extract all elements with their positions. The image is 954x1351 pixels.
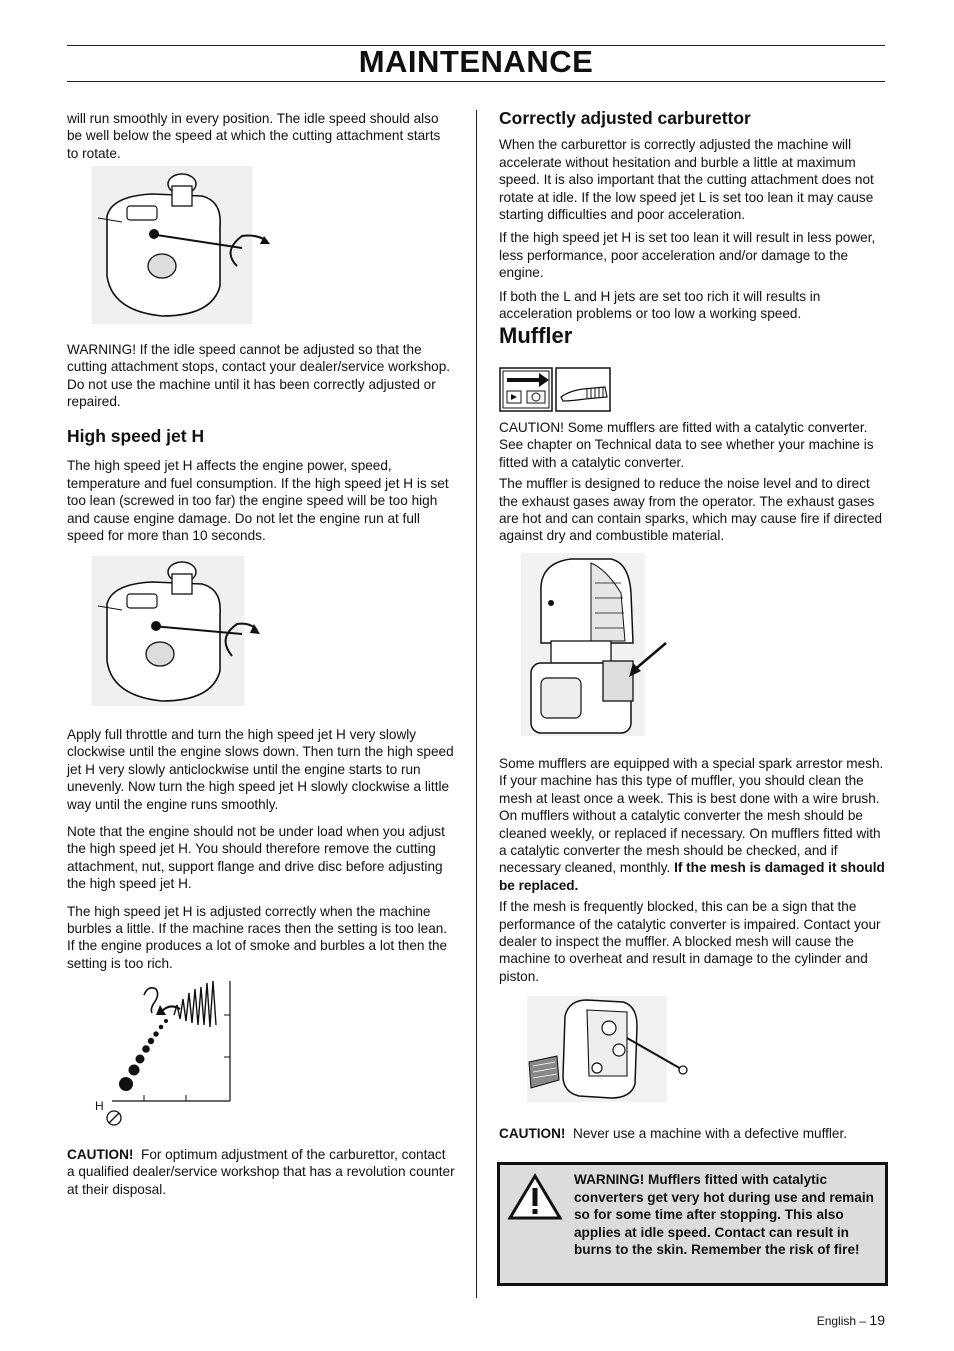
high-speed-paragraph-3: Note that the engine should not be under load when you adjust the high speed jet H. You should therefore remove the cutting attachment, nut, support flange and drive disc before adjusting the high speed jet H.	[67, 824, 445, 892]
left-column-highspeed	[67, 428, 455, 553]
carb-paragraph-2: If the high speed jet H is set too lean it will result in less power, less performance, poor acceleration and/or damage to the engine.	[499, 230, 876, 281]
muffler-paragraph-3-bold: If the mesh is damaged it should be replaced.	[499, 860, 885, 893]
carb-paragraph-3: If both the L and H jets are set too rich it will results in acceleration problems or too low a working speed.	[499, 288, 821, 322]
engine-speed-graph	[92, 975, 242, 1140]
right-column-muffler-1	[499, 419, 885, 554]
muffler-paragraph-3	[499, 755, 885, 894]
high-speed-paragraph-4: The high speed jet H is adjusted correctly when the machine burbles a little. If the machine races then the setting is too lean. If the engine produces a lot of smoke and burbles a lot then the setting is too rich.	[67, 903, 448, 971]
right-column-caution	[499, 1125, 885, 1151]
muffler-paragraph-2: The muffler is designed to reduce the noise level and to direct the exhaust gases away from the operator. The exhaust gases are hot and can contain sparks, which may cause fire if directed against dry and combustible material.	[499, 476, 883, 544]
caution-muffler-label: CAUTION!	[499, 1126, 566, 1141]
caution-paragraph	[67, 1146, 455, 1198]
caution-muffler-paragraph	[499, 1125, 885, 1142]
muffler-paragraph-3-text: Some mufflers are equipped with a special spark arrestor mesh. If your machine has this type of muffler, you should clean the mesh at least once a week. This is best done with a wire brush. On mufflers without a catalytic converter the mesh should be cleaned weekly, or replaced if necessary. On mufflers fitted with a catalytic converter the mesh should be checked, and if necessary cleaned, monthly.	[499, 756, 884, 876]
footer-language: English	[816, 1314, 857, 1328]
intro-paragraph: will run smoothly in every position. The idle speed should also be well below the speed at which the cutting attachment starts to rotate.	[67, 111, 441, 161]
muffler-mesh-illustration	[527, 996, 692, 1109]
muffler-paragraph-1: CAUTION! Some mufflers are fitted with a catalytic converter. See chapter on Technical data to see whether your machine is fitted with a catalytic converter.	[499, 420, 874, 470]
page-number: 19	[869, 1312, 885, 1328]
carburettor-high-speed-illustration	[92, 556, 262, 713]
muffler-maintenance-icons	[499, 367, 613, 418]
header-rule-bottom	[67, 81, 885, 82]
warning-idle-paragraph: WARNING! If the idle speed cannot be adjusted so that the cutting attachment stops, contact your dealer/service workshop. Do not use the machine until it has been correctly adjusted or repaired.	[67, 342, 451, 410]
left-column-warning	[67, 341, 455, 420]
muffler-paragraph-4: If the mesh is frequently blocked, this can be a sign that the performance of the catalytic converter is impaired. Contact your dealer to inspect the muffler. A blocked mesh will cause the machine to overheat and result in damage to the cylinder and piston.	[499, 899, 881, 984]
engine-muffler-illustration	[521, 553, 671, 743]
high-speed-paragraph-1: The high speed jet H affects the engine power, speed, temperature and fuel consumption. If the high speed jet H is set too lean (screwed in too far) the engine speed will be too high and cause engine damage. Do not let the engine run at full speed for more than 10 seconds.	[67, 458, 449, 544]
high-speed-paragraph-2: Apply full throttle and turn the high speed jet H very slowly clockwise until the engine slows down. Then turn the high speed jet H very slowly anticlockwise until the engine starts to run unevenly. Now turn the high speed jet H slowly clockwise a little way until the engine runs smoothly.	[67, 727, 454, 812]
right-column-carb	[499, 110, 885, 331]
catalytic-warning-text: WARNING! Mufflers fitted with catalytic converters get very hot during use and remain so for some time after stopping. This also applies at idle speed. Contact can result in burns to the skin. Remember the risk of fire!	[574, 1172, 874, 1258]
page-title: MAINTENANCE	[358, 44, 594, 79]
catalytic-warning-box	[497, 1162, 888, 1286]
carburettor-idle-illustration	[92, 166, 272, 331]
heading-muffler: Muffler	[499, 323, 573, 348]
warning-triangle-icon	[507, 1173, 563, 1221]
column-divider	[476, 110, 477, 1298]
left-column-caution	[67, 1146, 455, 1207]
caution-muffler-text: Never use a machine with a defective muffler.	[573, 1126, 848, 1141]
carb-paragraph-1: When the carburettor is correctly adjusted the machine will accelerate without hesitation and burble a little at maximum speed. It is also important that the cutting attachment does not rotate at idle. If the low speed jet L is set too lean it may cause starting difficulties and poor acceleration.	[499, 137, 874, 223]
heading-correct-carburettor: Correctly adjusted carburettor	[499, 108, 751, 128]
right-column-muffler-heading	[499, 323, 885, 348]
right-column-muffler-2	[499, 755, 885, 994]
footer-separator: –	[859, 1314, 867, 1328]
left-column	[67, 110, 455, 171]
graph-h-label: H	[95, 1099, 104, 1113]
page-footer	[817, 1312, 885, 1328]
left-column-highspeed-2	[67, 726, 455, 981]
caution-text: For optimum adjustment of the carburettor, contact a qualified dealer/service workshop that has a revolution counter at their disposal.	[67, 1147, 455, 1197]
caution-label: CAUTION!	[67, 1147, 134, 1162]
heading-high-speed-jet: High speed jet H	[67, 426, 205, 446]
